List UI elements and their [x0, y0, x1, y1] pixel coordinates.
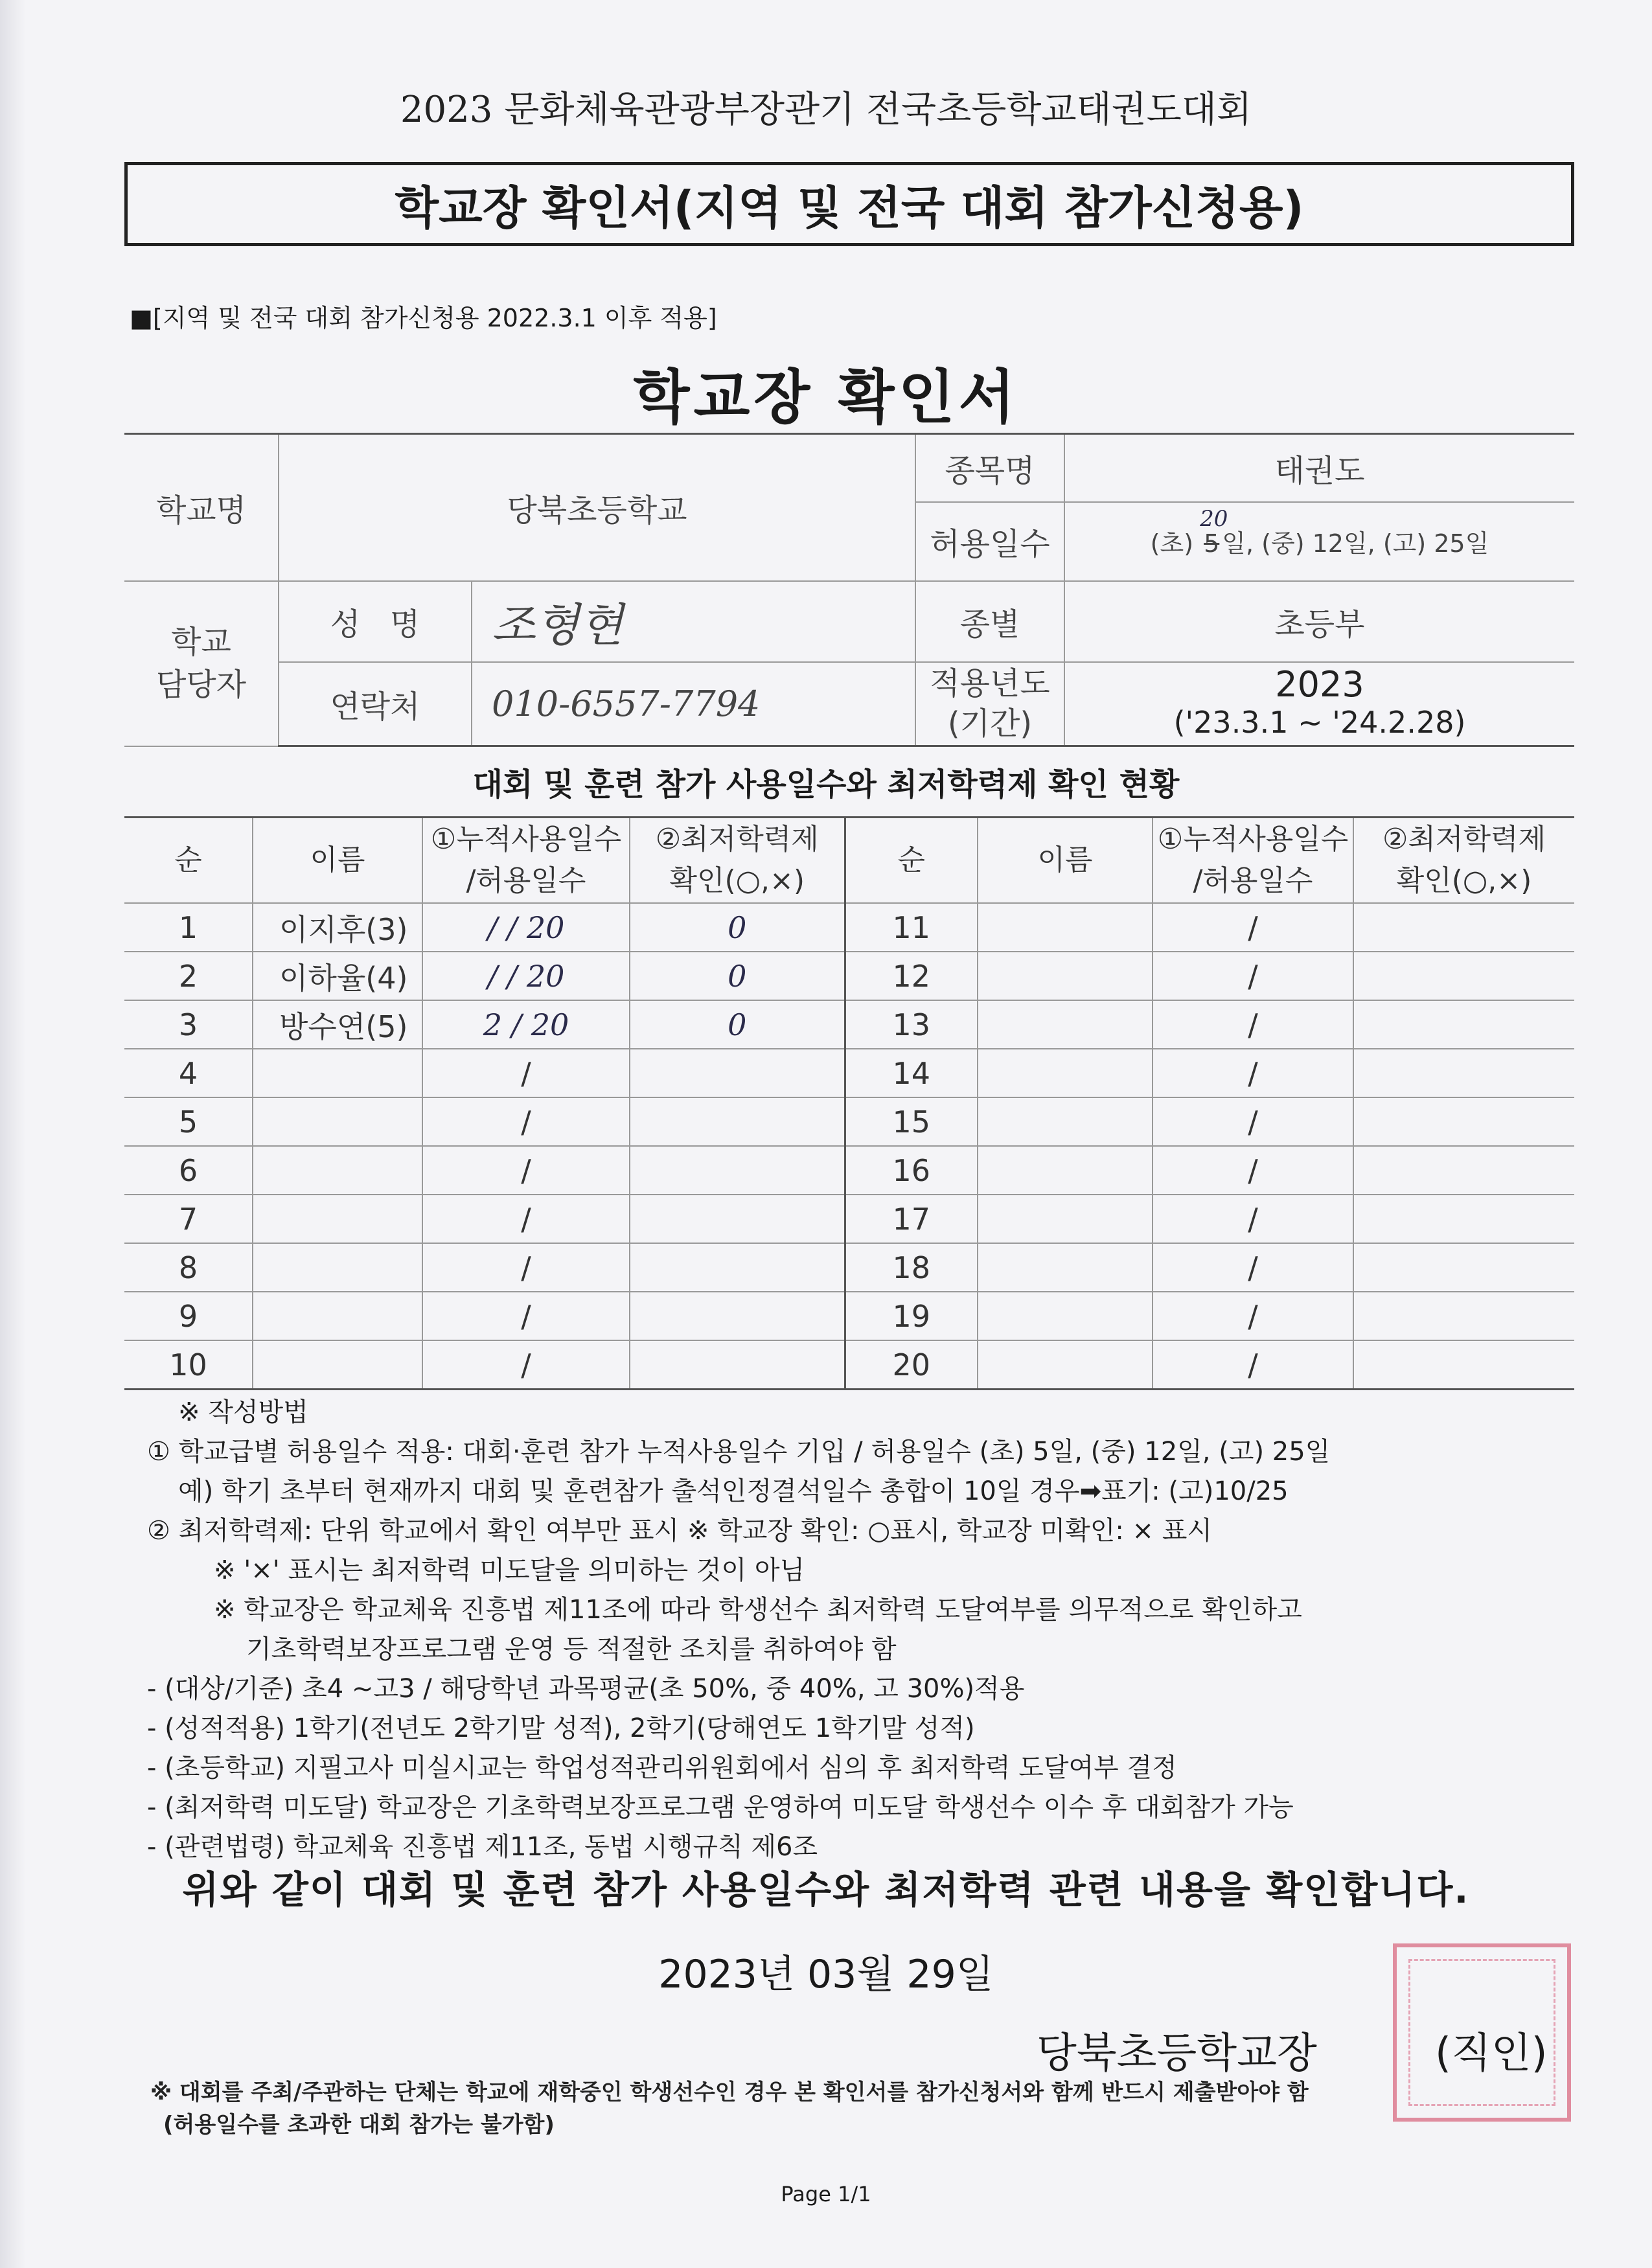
row-days: /	[422, 1049, 630, 1097]
year-cell	[1064, 662, 1574, 746]
row-check-right	[1353, 1340, 1574, 1390]
days-handwritten: 20	[1200, 506, 1228, 532]
note-line-6: 기초학력보장프로그램 운영 등 적절한 조치를 취하여야 함	[246, 1634, 897, 1664]
row-name	[253, 1292, 422, 1340]
row-no-right: 15	[845, 1097, 978, 1146]
row-check-right	[1353, 1049, 1574, 1097]
row-no-right: 13	[845, 1000, 978, 1049]
staff-label: 학교 담당자	[124, 581, 279, 746]
table-row	[124, 1243, 1574, 1292]
row-name-right	[978, 903, 1153, 952]
staff-name: 조형현	[472, 581, 915, 662]
row-name	[253, 1340, 422, 1390]
row-days: /	[422, 1292, 630, 1340]
school-name: 당북초등학교	[279, 434, 915, 581]
note-line-7: - (대상/기준) 초4 ~고3 / 해당학년 과목평균(초 50%, 중 40%, 고 30%)적용	[147, 1674, 1025, 1704]
row-name-right	[978, 1292, 1153, 1340]
seal-label: (직인)	[1435, 2030, 1548, 2078]
row-check	[630, 1195, 845, 1243]
note-line-11: - (관련법령) 학교체육 진흥법 제11조, 동법 시행규칙 제6조	[147, 1832, 818, 1862]
form-title-box	[124, 162, 1574, 246]
allowed-days-label: 허용일수	[915, 502, 1064, 581]
row-no: 9	[124, 1292, 253, 1340]
row-no: 3	[124, 1000, 253, 1049]
year-value: 2023	[1275, 664, 1364, 705]
paper-edge-shadow	[0, 0, 26, 2268]
note-line-5: ※ 학교장은 학교체육 진흥법 제11조에 따라 학생선수 최저학력 도달여부를 의무적으로 확인하고	[214, 1595, 1302, 1625]
row-no: 6	[124, 1146, 253, 1195]
row-name	[253, 1243, 422, 1292]
row-no-right: 16	[845, 1146, 978, 1195]
page-number: Page 1/1	[781, 2182, 871, 2206]
row-days-right: /	[1153, 1097, 1353, 1146]
row-days: /	[422, 1195, 630, 1243]
row-no-right: 11	[845, 903, 978, 952]
row-no: 4	[124, 1049, 253, 1097]
year-label: 적용년도 (기간)	[915, 662, 1064, 746]
col-check-header: ②최저학력제 확인(○,×)	[630, 818, 845, 904]
row-no-right: 18	[845, 1243, 978, 1292]
row-name-right	[978, 1340, 1153, 1390]
table-row	[124, 952, 1574, 1000]
row-no: 2	[124, 952, 253, 1000]
col-no-header: 순	[124, 818, 253, 904]
row-days: /	[422, 1340, 630, 1390]
col-days-header: ①누적사용일수 /허용일수	[422, 818, 630, 904]
row-no: 7	[124, 1195, 253, 1243]
division-value: 초등부	[1064, 581, 1574, 662]
row-name	[253, 1195, 422, 1243]
row-days-right: /	[1153, 1000, 1353, 1049]
days-struck: 5	[1204, 529, 1220, 558]
row-name	[253, 1146, 422, 1195]
school-label: 학교명	[124, 434, 279, 581]
row-check-right	[1353, 1000, 1574, 1049]
status-section-title: 대회 및 훈련 참가 사용일수와 최저학력제 확인 현황	[472, 766, 1180, 803]
row-check	[630, 1340, 845, 1390]
row-name-right	[978, 952, 1153, 1000]
row-name-right	[978, 1000, 1153, 1049]
col-name-header-right: 이름	[978, 818, 1153, 904]
row-days: / / 20	[422, 903, 630, 952]
event-title: 2023 문화체육관광부장관기 전국초등학교태권도대회	[400, 89, 1252, 131]
note-line-3: ② 최저학력제: 단위 학교에서 확인 여부만 표시 ※ 학교장 확인: ○표시, 학교장 미확인: × 표시	[147, 1516, 1213, 1546]
row-name	[253, 1097, 422, 1146]
row-check: 0	[630, 952, 845, 1000]
footer-note-line-1: ※ 대회를 주최/주관하는 단체는 학교에 재학중인 학생선수인 경우 본 확인서를 참가신청서와 함께 반드시 제출받아야 함	[150, 2079, 1309, 2105]
row-no-right: 19	[845, 1292, 978, 1340]
row-name: 이지후(3)	[253, 903, 422, 952]
row-name: 방수연(5)	[253, 1000, 422, 1049]
note-line-2: 예) 학기 초부터 현재까지 대회 및 훈련참가 출석인정결석일수 총합이 10일 경우➡표기: (고)10/25	[178, 1476, 1289, 1506]
row-name-right	[978, 1146, 1153, 1195]
days-suffix: 일, (중) 12일, (고) 25일	[1222, 529, 1489, 558]
row-no: 5	[124, 1097, 253, 1146]
row-no: 10	[124, 1340, 253, 1390]
row-days-right: /	[1153, 1340, 1353, 1390]
principal-signature: 당북초등학교장	[1037, 2030, 1317, 2078]
table-row	[124, 1146, 1574, 1195]
row-check	[630, 1146, 845, 1195]
allowed-days-value	[1064, 502, 1574, 581]
row-name-right	[978, 1243, 1153, 1292]
row-no: 1	[124, 903, 253, 952]
col-days-header-right: ①누적사용일수 /허용일수	[1153, 818, 1353, 904]
confirmation-statement: 위와 같이 대회 및 훈련 참가 사용일수와 최저학력 관련 내용을 확인합니다.	[182, 1868, 1470, 1912]
table-row	[124, 1000, 1574, 1049]
table-row	[124, 903, 1574, 952]
row-days-right: /	[1153, 903, 1353, 952]
table-row	[124, 1340, 1574, 1390]
row-name: 이하율(4)	[253, 952, 422, 1000]
row-days: 2 / 20	[422, 1000, 630, 1049]
row-check	[630, 1049, 845, 1097]
table-row	[124, 1292, 1574, 1340]
row-check	[630, 1292, 845, 1340]
col-no-header-right: 순	[845, 818, 978, 904]
row-check: 0	[630, 903, 845, 952]
row-check-right	[1353, 1292, 1574, 1340]
instructions	[139, 1393, 1584, 1867]
applicability-note: ■[지역 및 전국 대회 참가신청용 2022.3.1 이후 적용]	[130, 304, 717, 332]
row-no-right: 12	[845, 952, 978, 1000]
row-check	[630, 1097, 845, 1146]
row-check: 0	[630, 1000, 845, 1049]
row-name-right	[978, 1195, 1153, 1243]
days-prefix: (초)	[1150, 529, 1194, 558]
row-days: /	[422, 1243, 630, 1292]
row-check-right	[1353, 1146, 1574, 1195]
row-days: /	[422, 1097, 630, 1146]
name-label: 성 명	[279, 581, 472, 662]
row-days-right: /	[1153, 952, 1353, 1000]
form-title: 학교장 확인서(지역 및 전국 대회 참가신청용)	[395, 181, 1304, 235]
row-check-right	[1353, 1243, 1574, 1292]
row-days: /	[422, 1146, 630, 1195]
sport-label: 종목명	[915, 434, 1064, 502]
row-check-right	[1353, 1195, 1574, 1243]
footer-note	[150, 2076, 1309, 2141]
row-no-right: 17	[845, 1195, 978, 1243]
note-line-9: - (초등학교) 지필고사 미실시교는 학업성적관리위원회에서 심의 후 최저학력 도달여부 결정	[147, 1753, 1177, 1783]
division-label: 종별	[915, 581, 1064, 662]
issue-date: 2023년 03월 29일	[658, 1952, 994, 1997]
note-line-8: - (성적적용) 1학기(전년도 2학기말 성적), 2학기(당해연도 1학기말 성적)	[147, 1713, 975, 1743]
table-header-row	[124, 818, 1574, 904]
footer-note-line-2: (허용일수를 초과한 대회 참가는 불가함)	[163, 2112, 555, 2138]
row-name-right	[978, 1097, 1153, 1146]
staff-contact: 010-6557-7794	[472, 662, 915, 746]
document-title: 학교장 확인서	[633, 363, 1019, 431]
row-days-right: /	[1153, 1146, 1353, 1195]
row-no-right: 14	[845, 1049, 978, 1097]
note-line-4: ※ '×' 표시는 최저학력 미도달을 의미하는 것이 아님	[214, 1555, 805, 1585]
table-row	[124, 1049, 1574, 1097]
row-name-right	[978, 1049, 1153, 1097]
col-name-header: 이름	[253, 818, 422, 904]
notes-heading: ※ 작성방법	[178, 1397, 308, 1427]
row-no: 8	[124, 1243, 253, 1292]
sport-value: 태권도	[1064, 434, 1574, 502]
table-row	[124, 1195, 1574, 1243]
row-check-right	[1353, 952, 1574, 1000]
row-no-right: 20	[845, 1340, 978, 1390]
note-line-1: ① 학교급별 허용일수 적용: 대회·훈련 참가 누적사용일수 기입 / 허용일수 (초) 5일, (중) 12일, (고) 25일	[147, 1437, 1331, 1467]
row-days-right: /	[1153, 1292, 1353, 1340]
row-check	[630, 1243, 845, 1292]
table-row	[124, 1097, 1574, 1146]
col-check-header-right: ②최저학력제 확인(○,×)	[1353, 818, 1574, 904]
row-days: / / 20	[422, 952, 630, 1000]
days-correction	[1200, 506, 1228, 558]
note-line-10: - (최저학력 미도달) 학교장은 기초학력보장프로그램 운영하여 미도달 학생선수 이수 후 대회참가 가능	[147, 1793, 1294, 1822]
row-days-right: /	[1153, 1195, 1353, 1243]
period-value: ('23.3.1 ~ '24.2.28)	[1173, 705, 1466, 740]
row-check-right	[1353, 1097, 1574, 1146]
row-days-right: /	[1153, 1243, 1353, 1292]
row-days-right: /	[1153, 1049, 1353, 1097]
row-check-right	[1353, 903, 1574, 952]
school-info-table	[124, 433, 1574, 747]
participant-table	[124, 816, 1574, 1390]
row-name	[253, 1049, 422, 1097]
contact-label: 연락처	[279, 662, 472, 746]
